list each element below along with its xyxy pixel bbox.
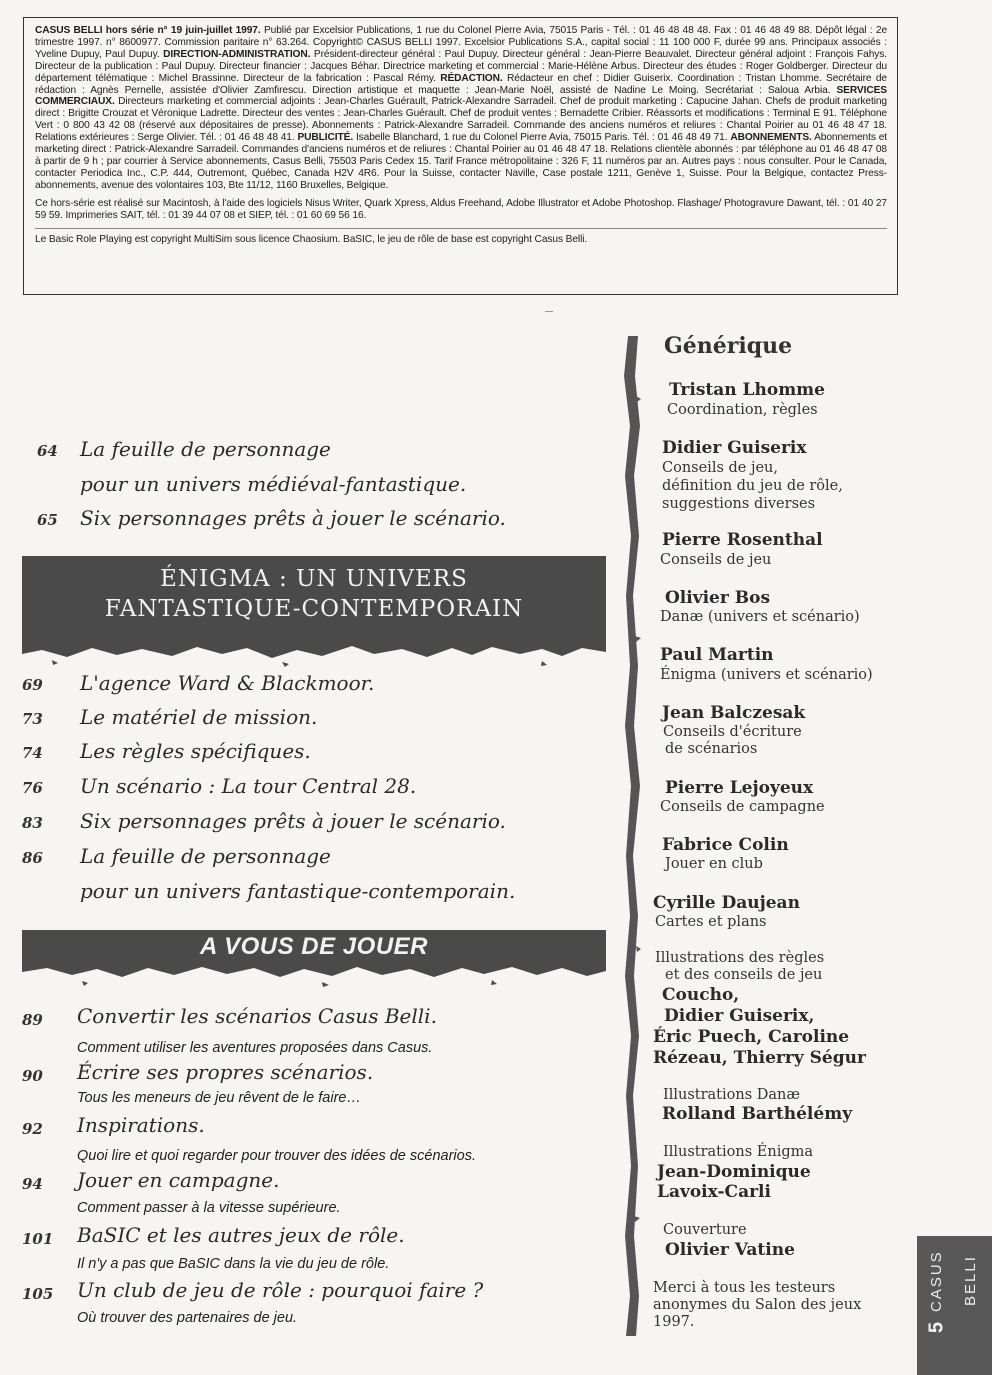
toc-page-number: 90 — [22, 1067, 43, 1085]
credit-name: Jean-Dominique — [657, 1162, 811, 1182]
credit-name: Coucho, — [662, 985, 740, 1005]
toc-entry-description: Comment utiliser les aventures proposées dans Casus. — [77, 1040, 433, 1056]
toc-entry-description: Tous les meneurs de jeu rêvent de le faire… — [77, 1090, 361, 1106]
credit-name: Pierre Rosenthal — [662, 530, 823, 550]
credit-role: suggestions diverses — [662, 496, 816, 512]
credit-role: Coordination, règles — [667, 402, 818, 418]
toc-entry-continuation[interactable]: pour un univers médiéval-fantastique. — [80, 472, 467, 496]
credit-role: définition du jeu de rôle, — [662, 478, 843, 494]
credit-role: Cartes et plans — [655, 914, 767, 930]
toc-page-number: 69 — [22, 676, 43, 694]
credits-title: Générique — [664, 333, 793, 359]
toc-entry-continuation[interactable]: pour un univers fantastique-contemporain. — [80, 879, 516, 903]
toc-entry[interactable]: BaSIC et les autres jeux de rôle. — [77, 1223, 405, 1247]
credit-role: Conseils de jeu — [660, 552, 772, 568]
toc-entry[interactable]: La feuille de personnage — [80, 437, 331, 461]
credit-name: Olivier Bos — [665, 588, 771, 608]
section-banner-enigma — [22, 556, 606, 644]
torn-edge-decoration — [22, 962, 606, 988]
toc-entry-description: Il n'y a pas que BaSIC dans la vie du jeu de rôle. — [77, 1256, 390, 1272]
toc-page-number: 74 — [22, 744, 43, 762]
credit-name: Jean Balczesak — [662, 703, 806, 723]
credit-label: Illustrations Énigma — [663, 1144, 814, 1160]
toc-entry[interactable]: Convertir les scénarios Casus Belli. — [77, 1004, 437, 1028]
colophon-heading: SERVICES COMMERCIAUX. — [35, 84, 887, 108]
toc-entry[interactable]: Un club de jeu de rôle : pourquoi faire ? — [77, 1278, 484, 1302]
colophon-license-paragraph: Le Basic Role Playing est copyright MultiSim sous licence Chaosium. BaSIC, le jeu de rôle de base est copyright Casus Belli. — [35, 233, 588, 245]
colophon-divider — [35, 228, 887, 229]
credit-name: Didier Guiserix, — [664, 1006, 815, 1026]
credit-name: Rézeau, Thierry Ségur — [653, 1048, 866, 1068]
credit-name: Éric Puech, Caroline — [653, 1027, 850, 1047]
toc-page-number: 64 — [37, 442, 58, 460]
credit-name: Pierre Lejoyeux — [665, 778, 814, 798]
credit-name: Lavoix-Carli — [657, 1182, 771, 1202]
colophon-text: Isabelle Blanchard, 1 rue du Colonel Pierre Avia, 75015 Paris. Tél. : 01 46 48 49 71. — [353, 132, 731, 144]
toc-page-number: 73 — [22, 710, 43, 728]
credit-name: Fabrice Colin — [662, 835, 789, 855]
colophon-heading: RÉDACTION. — [440, 72, 503, 84]
credit-name: Paul Martin — [660, 645, 774, 665]
credit-name: Tristan Lhomme — [669, 380, 825, 400]
toc-page-number: 94 — [22, 1175, 43, 1193]
toc-entry-description: Quoi lire et quoi regarder pour trouver des idées de scénarios. — [77, 1148, 476, 1164]
colophon-software-paragraph: Ce hors-série est réalisé sur Macintosh, à l'aide des logiciels Nisus Writer, Quark Xpress, Aldus Freehand, Adobe Illustrator et Adobe Photoshop. Flashage/ Photogravure Dawant, tél. : 01 40 27 59 59. Imprimeries SAIT, tél. : 01 39 44 07 08 et SIEP, tél. : 01 60 69 56 16. — [35, 197, 887, 221]
magazine-name: CASUS BELLI — [928, 1250, 979, 1312]
thanks-note: Merci à tous les testeurs anonymes du Salon des jeux 1997. — [653, 1280, 862, 1330]
banner-line: A VOUS DE JOUER — [200, 933, 428, 960]
toc-page-number: 86 — [22, 849, 43, 867]
colophon-text: Publié par Excelsior Publications, 1 rue du Colonel Pierre Avia, 75015 Paris - Tél. : 01 46 48 48 48. Fax : 01 46 48 49 88. Dépôt légal : 2e trimestre 1997. n° 8600977. Commission paritaire n° 63.264. Copyright© CASUS BELLI 1997. Excelsior Publications S.A., capital social : 11 100 000 F, durée 99 ans. Principaux associés : Yveline Dupuy, Paul Dupuy. — [35, 25, 888, 60]
credit-label: Illustrations Danæ — [663, 1087, 801, 1103]
credit-label: Couverture — [663, 1222, 747, 1238]
divider-mark — [545, 311, 553, 312]
page-number: 5 — [925, 1321, 948, 1334]
credit-role: Conseils d'écriture — [663, 724, 802, 740]
colophon-heading: CASUS BELLI hors série n° 19 juin-juillet 1997. — [35, 25, 261, 36]
toc-entry-description: Comment passer à la vitesse supérieure. — [77, 1200, 341, 1216]
toc-entry[interactable]: Six personnages prêts à jouer le scénario. — [80, 809, 506, 833]
toc-page-number: 101 — [22, 1230, 54, 1248]
banner-line: ÉNIGMA : UN UNIVERS — [160, 566, 468, 592]
section-banner-a-vous-de-jouer — [22, 930, 606, 964]
toc-page-number: 65 — [37, 511, 58, 529]
colophon-text: Abonnements et marketing direct : Patrick-Alexandre Sarradeil. Commandes d'anciens numéros et de reliures : Chantal Poirier au 01 46 48 47 18. Relations clientèle abonnés : par téléphone au 01 46 48 47 08 à partir de 9 h ; par courrier à Service abonnements, Casus Belli, 75503 Paris Cedex 15. Tarif France métropolitaine : 326 F, 11 numéros par an. Autres pays : nous consulter. Pour le Canada, contacter Periodica Inc., C.P. 444, Outremont, Québec, Canada H2V 4R6. Pour la Suisse, contacter Naville, Case postale 1211, Genève 1, Suisse. Pour la Belgique, contactez Press-abonnements, avenue des volontaires 103, Bte 11/12, 1160 Bruxelles, Belgique. — [35, 132, 887, 191]
toc-entry[interactable]: Le matériel de mission. — [80, 705, 318, 729]
toc-page-number: 105 — [22, 1285, 54, 1303]
toc-entry[interactable]: Six personnages prêts à jouer le scénario. — [80, 506, 506, 530]
credit-role: Jouer en club — [665, 856, 763, 872]
toc-page-number: 92 — [22, 1120, 43, 1138]
toc-entry[interactable]: Un scénario : La tour Central 28. — [80, 774, 417, 798]
credit-role: Conseils de campagne — [660, 799, 825, 815]
credit-label: Illustrations des règles — [655, 950, 825, 966]
toc-entry[interactable]: Les règles spécifiques. — [80, 739, 311, 763]
colophon-text: Directeurs marketing et commercial adjoints : Jean-Charles Guérault, Patrick-Alexandre Sarradeil. Chef de produit marketing : Capucine Jahan. Chefs de produit marketing direct : Brigitte Crouzat et Véronique Ladrette. Directeur des ventes : Jean-Charles Guérault. Chef de produit ventes : Bernadette Cribier. Réassorts et modifications : Terminal E 91. Téléphone Vert : 0 800 43 42 08 (réservé aux dépositaires de presse). Abonnements : Patrick-Alexandre Sarradeil. Commande des anciens numéros et reliures : Chantal Poirier au 01 46 48 47 18. Relations extérieures : Serge Olivier. Tél. : 01 46 48 48 41. — [35, 96, 887, 144]
toc-page-number: 76 — [22, 779, 43, 797]
torn-strip-decoration — [622, 336, 642, 1336]
credit-role: Énigma (univers et scénario) — [660, 667, 873, 683]
torn-edge-decoration — [22, 642, 606, 668]
toc-entry-description: Où trouver des partenaires de jeu. — [77, 1310, 298, 1326]
colophon-heading: PUBLICITÉ. — [297, 132, 354, 144]
credit-role: Conseils de jeu, — [662, 460, 779, 476]
credit-role: Danæ (univers et scénario) — [660, 609, 860, 625]
colophon-heading: ABONNEMENTS. — [730, 132, 812, 144]
credit-name: Olivier Vatine — [665, 1240, 795, 1260]
credit-name: Cyrille Daujean — [653, 893, 800, 913]
credit-label: et des conseils de jeu — [665, 967, 823, 983]
credit-name: Didier Guiserix — [662, 438, 807, 458]
colophon-text: Président-directeur général : Paul Dupuy. Directeur général : Jean-Pierre Beauvalet. Directeur général adjoint : François Fahys. Directeur de la publication : Paul Dupuy. Directeur financier : Jacques Béhar. Directrice marketing et commercial : Marie-Hélène Arbus. Directeur des études : Roger Goldberger. Directeur du département télématique : Michel Brassinne. Directeur de la fabrication : Pascal Rémy. — [35, 48, 887, 84]
toc-entry[interactable]: L'agence Ward & Blackmoor. — [80, 671, 375, 695]
colophon-main-paragraph — [35, 25, 887, 192]
credit-name: Rolland Barthélémy — [662, 1104, 853, 1124]
banner-line: FANTASTIQUE-CONTEMPORAIN — [104, 596, 524, 622]
toc-page-number: 83 — [22, 814, 43, 832]
toc-entry[interactable]: Écrire ses propres scénarios. — [77, 1060, 374, 1084]
colophon-text: Rédacteur en chef : Didier Guiserix. Coordination : Tristan Lhomme. Secrétaire de rédaction : Agnès Pernelle, assistée d'Olivier Zamfirescu. Direction artistique et maquette : Jean-Marie Noël, assisté de Nadine Le Moing. Secrétariat : Saloua Arbia. — [35, 72, 887, 96]
credit-role: de scénarios — [665, 741, 758, 757]
toc-entry[interactable]: Inspirations. — [77, 1113, 205, 1137]
toc-entry[interactable]: Jouer en campagne. — [77, 1168, 280, 1192]
colophon-heading: DIRECTION-ADMINISTRATION. — [163, 48, 311, 60]
toc-entry[interactable]: La feuille de personnage — [80, 844, 331, 868]
colophon-box — [23, 17, 898, 295]
toc-page-number: 89 — [22, 1011, 43, 1029]
